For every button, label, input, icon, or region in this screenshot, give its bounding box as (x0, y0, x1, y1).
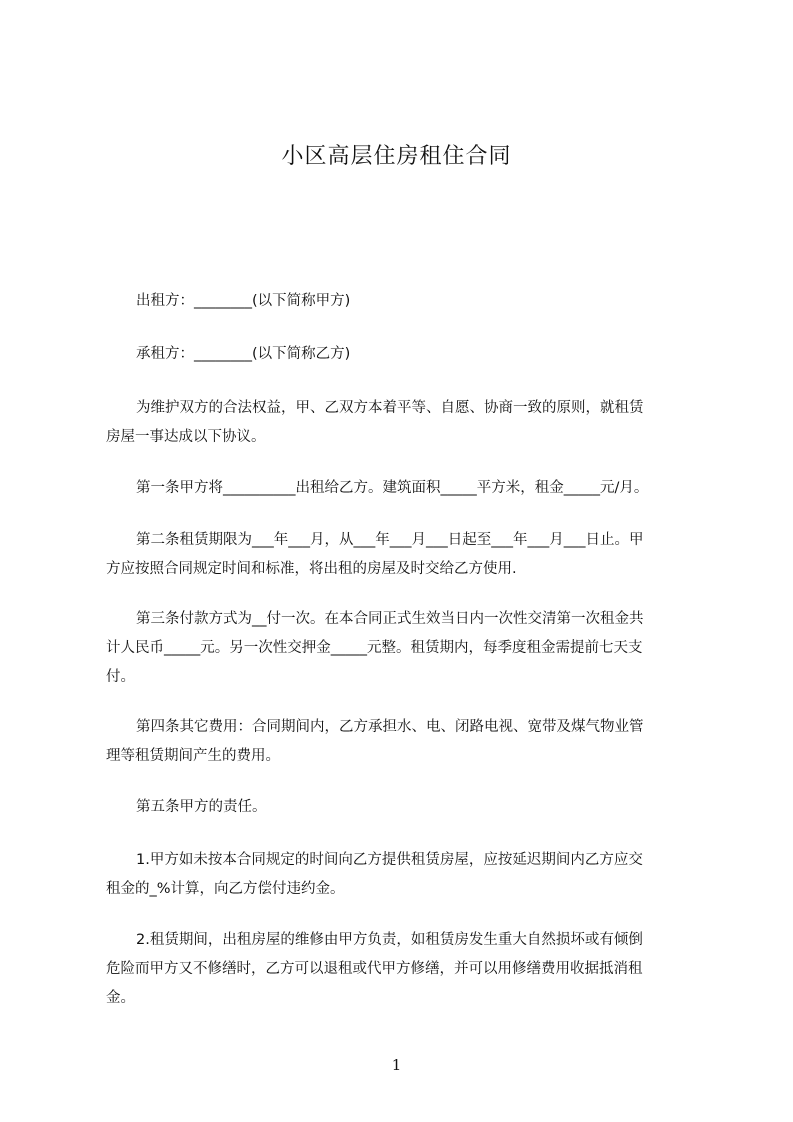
text-line: 租金的_%计算，向乙方偿付违约金。 (106, 881, 345, 897)
article-4 (106, 713, 686, 771)
article-5: 第五条甲方的责任。 (136, 799, 267, 815)
text-line: 1.甲方如未按本合同规定的时间向乙方提供租赁房屋，应按延迟期间内乙方应交 (136, 852, 643, 868)
text-line: 理等租赁期间产生的费用。 (106, 748, 280, 764)
text-line: 房屋一事达成以下协议。 (106, 429, 266, 445)
document-title: 小区高层住房租住合同 (281, 144, 512, 169)
text-line: 计人民币_____元。另一次性交押金_____元整。租赁期内，每季度租金需提前七天支 (106, 640, 643, 656)
page-number: 1 (391, 1056, 402, 1074)
intro-paragraph (106, 394, 686, 452)
text-line: 方应按照合同规定时间和标准，将出租的房屋及时交给乙方使用. (106, 561, 517, 577)
text-line: 2.租赁期间，出租房屋的维修由甲方负责，如租赁房发生重大自然损坏或有倾倒 (136, 932, 643, 948)
text-line: 金。 (106, 990, 135, 1006)
text-line: 为维护双方的合法权益，甲、乙双方本着平等、自愿、协商一致的原则，就租赁 (136, 400, 644, 416)
article-2 (106, 526, 686, 584)
article-3 (106, 605, 686, 692)
text-line: 危险而甲方又不修缮时，乙方可以退租或代甲方修缮，并可以用修缮费用收据抵消租 (106, 961, 643, 977)
text-line: 第二条租赁期限为___年___月，从___年___月___日起至___年___月___日止。甲 (136, 532, 644, 548)
text-line: 付。 (106, 669, 135, 685)
lessee-line: 承租方：________(以下简称乙方) (136, 346, 351, 362)
article-5-item-1 (106, 846, 686, 904)
text-line: 第三条付款方式为__付一次。在本合同正式生效当日内一次性交清第一次租金共 (136, 611, 644, 627)
text-line: 第四条其它费用：合同期间内，乙方承担水、电、闭路电视、宽带及煤气物业管 (136, 719, 644, 735)
lessor-line: 出租方：________(以下简称甲方) (136, 293, 351, 309)
article-1: 第一条甲方将__________出租给乙方。建筑面积_____平方米，租金_____元/月。 (136, 480, 649, 496)
article-5-item-2 (106, 926, 686, 1013)
